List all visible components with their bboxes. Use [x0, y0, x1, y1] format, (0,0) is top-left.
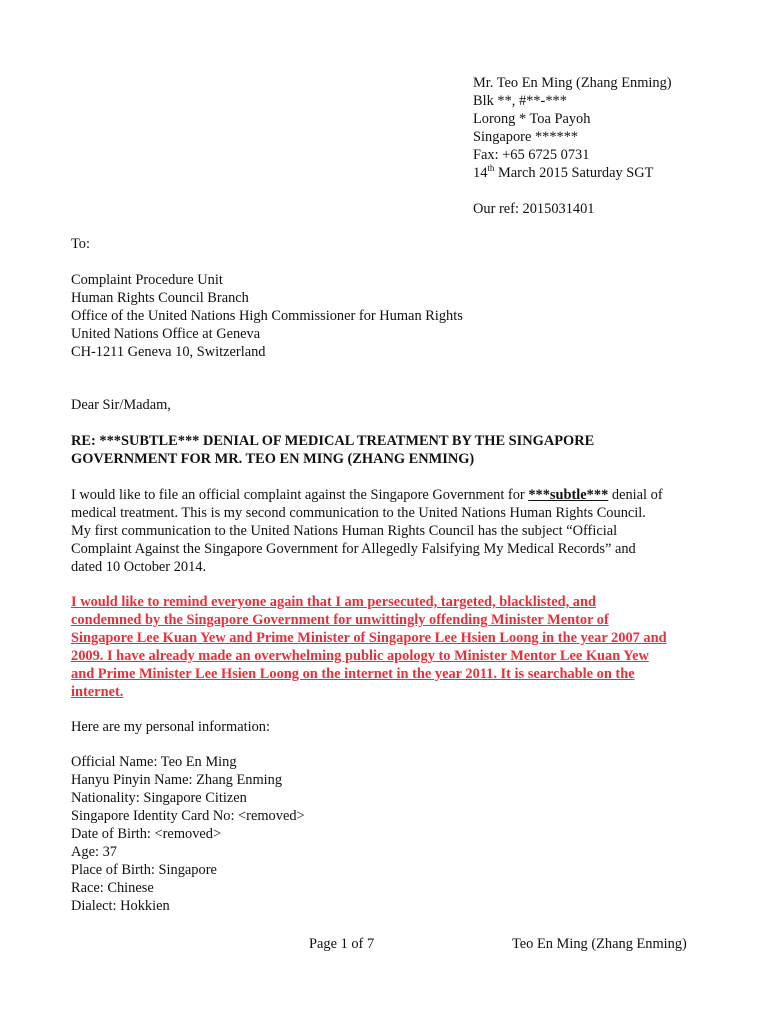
our-reference: Our ref: 2015031401 — [473, 201, 595, 217]
info-line: Race: Chinese — [71, 880, 154, 896]
to-label: To: — [71, 236, 90, 252]
letter-date: 14th March 2015 Saturday SGT — [473, 163, 654, 181]
info-line: Hanyu Pinyin Name: Zhang Enming — [71, 772, 283, 788]
info-line: Nationality: Singapore Citizen — [71, 790, 247, 806]
highlight-line: condemned by the Singapore Government for unwittingly offending Minister Mentor of — [71, 612, 609, 628]
recipient-line: Complaint Procedure Unit — [71, 272, 223, 288]
info-line: Singapore Identity Card No: <removed> — [71, 808, 305, 824]
paragraph-line: My first communication to the United Nations Human Rights Council has the subject “Official — [71, 523, 618, 539]
page-number: Page 1 of 7 — [309, 936, 375, 952]
info-line: Age: 37 — [71, 844, 117, 860]
recipient-line: Human Rights Council Branch — [71, 290, 249, 306]
highlight-line: 2009. I have already made an overwhelming public apology to Minister Mentor Lee Kuan Yew — [71, 648, 649, 664]
info-line: Place of Birth: Singapore — [71, 862, 217, 878]
sender-address-3: Singapore ****** — [473, 129, 579, 145]
sender-address-1: Blk **, #**-*** — [473, 93, 567, 109]
footer-author: Teo En Ming (Zhang Enming) — [512, 936, 687, 952]
paragraph-line: Complaint Against the Singapore Government for Allegedly Falsifying My Medical Records” and — [71, 541, 636, 557]
paragraph-line: medical treatment. This is my second communication to the United Nations Human Rights Council. — [71, 505, 646, 521]
highlight-line: Singapore Lee Kuan Yew and Prime Minister of Singapore Lee Hsien Loong in the year 2007 and — [71, 630, 667, 646]
highlight-line: internet. — [71, 684, 124, 700]
info-line: Official Name: Teo En Ming — [71, 754, 237, 770]
subject-line: GOVERNMENT FOR MR. TEO EN MING (ZHANG ENMING) — [71, 451, 475, 467]
paragraph-line: dated 10 October 2014. — [71, 559, 207, 575]
info-line: Date of Birth: <removed> — [71, 826, 222, 842]
info-line: Dialect: Hokkien — [71, 898, 170, 914]
salutation: Dear Sir/Madam, — [71, 397, 171, 413]
info-intro: Here are my personal information: — [71, 719, 270, 735]
subject-line: RE: ***SUBTLE*** DENIAL OF MEDICAL TREATMENT BY THE SINGAPORE — [71, 433, 595, 449]
recipient-line: CH-1211 Geneva 10, Switzerland — [71, 344, 266, 360]
sender-fax: Fax: +65 6725 0731 — [473, 147, 590, 163]
sender-name: Mr. Teo En Ming (Zhang Enming) — [473, 75, 672, 91]
recipient-line: Office of the United Nations High Commissioner for Human Rights — [71, 308, 463, 324]
sender-address-2: Lorong * Toa Payoh — [473, 111, 591, 127]
highlight-line: and Prime Minister Lee Hsien Loong on the internet in the year 2011. It is searchable on the — [71, 666, 635, 682]
recipient-line: United Nations Office at Geneva — [71, 326, 261, 342]
subtle-emphasis: ***subtle*** — [528, 487, 609, 503]
highlight-line: I would like to remind everyone again that I am persecuted, targeted, blacklisted, and — [71, 594, 596, 610]
paragraph-line: I would like to file an official complaint against the Singapore Government for ***subtle*** denial of — [71, 487, 663, 503]
